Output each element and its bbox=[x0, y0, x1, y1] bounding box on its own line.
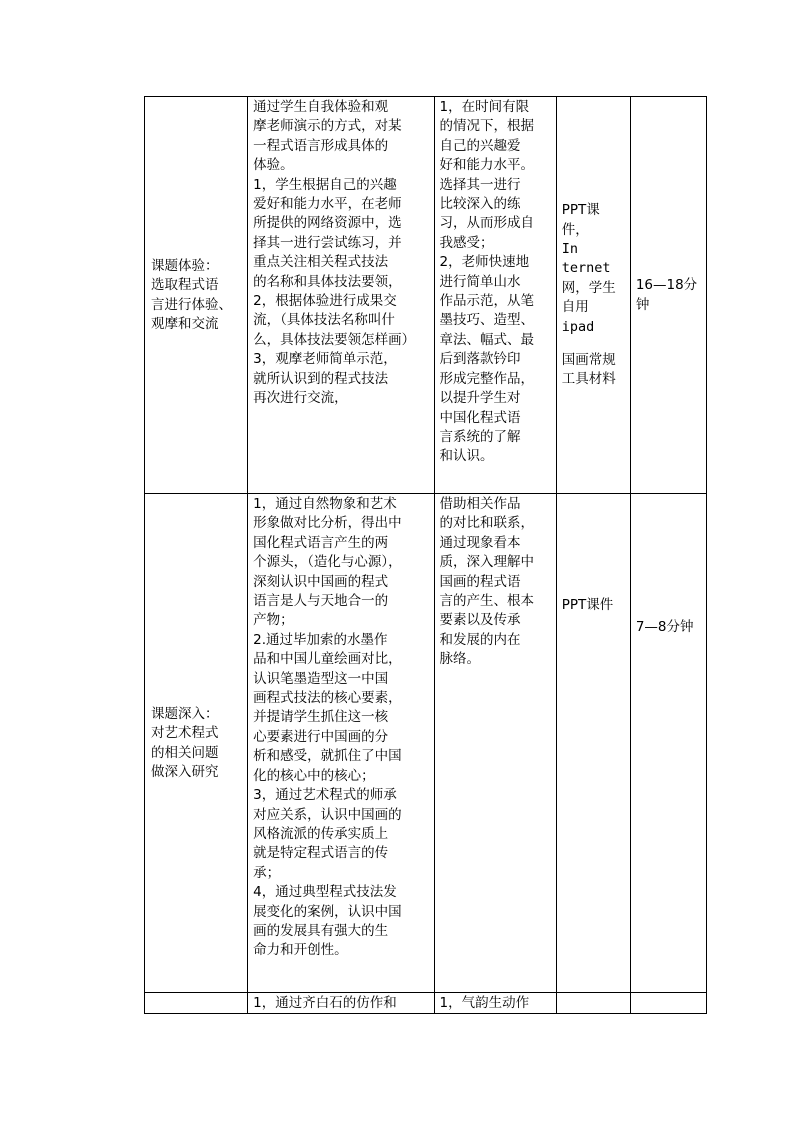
content-line: 体验。 bbox=[253, 157, 294, 174]
resources-cell bbox=[556, 993, 630, 1014]
design-line: 形成完整作品， bbox=[439, 370, 534, 387]
design-line: 言系统的了解 bbox=[439, 428, 521, 445]
design-line: 自己的兴趣爱 bbox=[439, 137, 521, 154]
time-cell bbox=[630, 494, 706, 993]
content-cell bbox=[248, 494, 434, 993]
content-line: 深刻认识中国画的程式 bbox=[253, 573, 389, 590]
design-line: 以提升学生对 bbox=[439, 390, 521, 407]
resource-line: ternet bbox=[561, 260, 611, 277]
stage-cell bbox=[145, 993, 248, 1014]
design-line: 好和能力水平。 bbox=[439, 157, 534, 174]
design-intent-cell bbox=[434, 993, 556, 1014]
table-row bbox=[145, 494, 707, 993]
design-line: 通过现象看本 bbox=[439, 534, 521, 551]
time-line: 钟 bbox=[635, 296, 650, 313]
stage-cell bbox=[145, 494, 248, 993]
content-line: 2，根据体验进行成果交 bbox=[253, 293, 397, 310]
resource-line: 工具材料 bbox=[561, 371, 616, 388]
content-line: 3，观摩老师简单示范， bbox=[253, 351, 397, 368]
content-line: 1，通过自然物象和艺术 bbox=[253, 496, 397, 512]
design-line: 要素以及传承 bbox=[439, 612, 521, 629]
design-line: 比较深入的练 bbox=[439, 196, 521, 213]
resource-line: ipad bbox=[561, 318, 595, 335]
resource-line: PPT课件 bbox=[561, 597, 614, 613]
stage-line: 做深入研究 bbox=[151, 763, 219, 780]
resource-line: 国画常规 bbox=[561, 352, 616, 369]
content-line: 承； bbox=[253, 864, 281, 881]
content-cell bbox=[248, 993, 434, 1014]
content-line: 爱好和能力水平，在老师 bbox=[253, 196, 402, 213]
design-line: 章法、幅式、最 bbox=[439, 331, 534, 348]
design-line: 2，老师快速地 bbox=[439, 254, 530, 271]
design-line: 进行简单山水 bbox=[439, 273, 521, 290]
design-line: 选择其一进行 bbox=[439, 176, 521, 193]
design-intent-cell bbox=[434, 494, 556, 993]
content-line: 析和感受，就抓住了中国 bbox=[253, 748, 402, 765]
stage-line: 的相关问题 bbox=[151, 744, 219, 761]
content-line: 语言是人与天地合一的 bbox=[253, 593, 389, 610]
stage-line: 观摩和交流 bbox=[151, 315, 219, 332]
design-line: 中国化程式语 bbox=[439, 409, 521, 426]
content-line: 画程式技法的核心要素， bbox=[253, 690, 402, 707]
content-line: 1，学生根据自己的兴趣 bbox=[253, 176, 397, 193]
content-line: 3，通过艺术程式的师承 bbox=[253, 787, 397, 804]
stage-line: 言进行体验、 bbox=[151, 296, 232, 313]
content-line: 流，（具体技法名称叫什 bbox=[253, 312, 395, 329]
table-row bbox=[145, 993, 707, 1014]
content-line: 摩老师演示的方式，对某 bbox=[253, 118, 402, 135]
content-line: 品和中国儿童绘画对比， bbox=[253, 651, 402, 668]
content-line: 就是特定程式语言的传 bbox=[253, 845, 389, 862]
design-line: 质，深入理解中 bbox=[439, 554, 534, 571]
content-line: 么，具体技法要领怎样画） bbox=[253, 331, 416, 348]
design-line: 和认识。 bbox=[439, 448, 494, 465]
content-line: 择其一进行尝试练习，并 bbox=[253, 234, 402, 251]
content-line: 所提供的网络资源中，选 bbox=[253, 215, 402, 232]
content-line: 对应关系，认识中国画的 bbox=[253, 806, 402, 823]
content-line: 展变化的案例，认识中国 bbox=[253, 903, 402, 920]
time-cell bbox=[630, 993, 706, 1014]
content-line: 风格流派的传承实质上 bbox=[253, 825, 389, 842]
stage-line: 选取程式语 bbox=[151, 277, 219, 294]
content-line: 形象做对比分析，得出中 bbox=[253, 515, 402, 532]
design-line: 1，在时间有限 bbox=[439, 99, 530, 115]
content-line: 认识笔墨造型这一中国 bbox=[253, 670, 389, 687]
resource-line: In bbox=[561, 240, 578, 257]
content-line: 再次进行交流， bbox=[253, 390, 348, 407]
design-line: 我感受； bbox=[439, 234, 494, 251]
design-line: 的对比和联系， bbox=[439, 515, 534, 532]
lesson-plan-table bbox=[144, 96, 707, 1014]
spacer bbox=[562, 337, 626, 351]
content-line: 化的核心中的核心； bbox=[253, 767, 375, 784]
content-line: 2.通过毕加索的水墨作 bbox=[253, 631, 388, 648]
content-line: 命力和开创性。 bbox=[253, 942, 348, 959]
content-line: 国化程式语言产生的两 bbox=[253, 534, 389, 551]
resource-line: 自用 bbox=[561, 299, 589, 316]
design-line: 脉络。 bbox=[439, 651, 480, 668]
design-line: 墨技巧、造型、 bbox=[439, 312, 534, 329]
resource-line: PPT课件， bbox=[561, 202, 600, 238]
stage-cell bbox=[145, 97, 248, 494]
design-line: 国画的程式语 bbox=[439, 573, 521, 590]
content-line: 个源头，（造化与心源）， bbox=[253, 554, 402, 571]
design-line: 和发展的内在 bbox=[439, 631, 521, 648]
content-line: 1，通过齐白石的仿作和 bbox=[253, 995, 397, 1011]
content-cell bbox=[248, 97, 434, 494]
stage-line: 课题深入： bbox=[151, 705, 219, 722]
resources-cell bbox=[556, 494, 630, 993]
design-line: 的情况下，根据 bbox=[439, 118, 534, 135]
design-line: 1，气韵生动作 bbox=[439, 995, 530, 1011]
stage-line: 课题体验： bbox=[151, 257, 219, 274]
content-line: 4，通过典型程式技法发 bbox=[253, 884, 397, 901]
design-line: 言的产生、根本 bbox=[439, 593, 534, 610]
content-line: 画的发展具有强大的生 bbox=[253, 922, 389, 939]
design-intent-cell bbox=[434, 97, 556, 494]
content-line: 产物； bbox=[253, 612, 294, 629]
design-line: 后到落款钤印 bbox=[439, 351, 521, 368]
design-line: 借助相关作品 bbox=[439, 496, 521, 512]
time-line: 16—18分 bbox=[635, 277, 698, 294]
resource-line: 网，学生 bbox=[561, 279, 616, 296]
resources-cell bbox=[556, 97, 630, 494]
time-cell bbox=[630, 97, 706, 494]
content-line: 通过学生自我体验和观 bbox=[253, 99, 389, 115]
content-line: 并提请学生抓住这一核 bbox=[253, 709, 389, 726]
time-line: 7—8分钟 bbox=[635, 619, 694, 635]
content-line: 重点关注相关程式技法 bbox=[253, 254, 389, 271]
content-line: 就所认识到的程式技法 bbox=[253, 370, 389, 387]
content-line: 的名称和具体技法要领， bbox=[253, 273, 402, 290]
design-line: 习，从而形成自 bbox=[439, 215, 534, 232]
stage-line: 对艺术程式 bbox=[151, 725, 219, 742]
content-line: 一程式语言形成具体的 bbox=[253, 137, 389, 154]
table-row bbox=[145, 97, 707, 494]
content-line: 心要素进行中国画的分 bbox=[253, 728, 389, 745]
design-line: 作品示范，从笔 bbox=[439, 293, 534, 310]
